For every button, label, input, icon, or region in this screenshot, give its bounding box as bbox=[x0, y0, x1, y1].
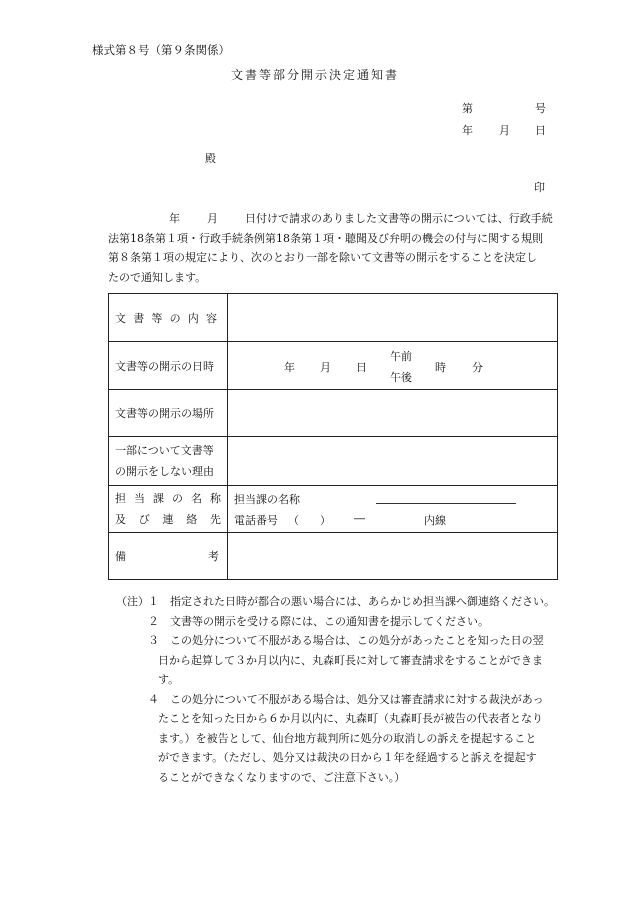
contact-label-line-2 bbox=[115, 509, 221, 530]
datetime-value[interactable] bbox=[228, 342, 558, 390]
note-text: 日から起算して３か月以内に、丸森町長に対して審査請求をすることができま bbox=[158, 653, 543, 667]
body-line-2: 法第18条第１項・行政手続条例第18条第１項・聴聞及び弁明の機会の付与に関する規則 bbox=[108, 231, 543, 245]
note-text: ることができなくなりますので、ご注意下さい。） bbox=[158, 770, 406, 784]
reason-value[interactable] bbox=[228, 437, 558, 486]
phone-paren-open: （ bbox=[288, 514, 299, 527]
contact-label-char: の bbox=[172, 492, 183, 505]
table-row-datetime bbox=[109, 342, 558, 390]
remarks-value[interactable] bbox=[228, 533, 558, 580]
reason-label bbox=[109, 437, 228, 486]
body-month: 月 bbox=[207, 212, 218, 225]
body-year: 年 bbox=[169, 212, 180, 225]
datetime-label: 文書等の開示の日時 bbox=[109, 342, 228, 390]
remarks-label bbox=[109, 533, 228, 580]
contact-value[interactable] bbox=[228, 486, 558, 533]
reason-label-line-1: 一部について文書等 bbox=[115, 444, 214, 457]
form-number: 様式第８号（第９条関係） bbox=[92, 43, 230, 57]
datetime-minute: 分 bbox=[472, 360, 483, 374]
table-row-content bbox=[109, 294, 558, 342]
contact-label-char: 当 bbox=[134, 492, 145, 505]
content-label-char: 書 bbox=[133, 311, 145, 325]
body-line-3: 第８条第１項の規定により、次のとおり一部を除いて文書等の開示をすることを決定し bbox=[108, 251, 537, 264]
remarks-label-char: 考 bbox=[208, 550, 219, 563]
date-month: 月 bbox=[499, 124, 510, 137]
contact-label-char: 先 bbox=[210, 513, 221, 526]
phone-extension-label: 内線 bbox=[424, 514, 446, 527]
body-line-1 bbox=[108, 209, 578, 229]
table-row-place bbox=[109, 390, 558, 437]
note-number: １ bbox=[148, 595, 159, 608]
body-paragraph bbox=[108, 209, 578, 287]
document-title: 文書等部分開示決定通知書 bbox=[230, 68, 399, 82]
content-label bbox=[109, 294, 228, 342]
body-line-4: たので通知します。 bbox=[108, 270, 207, 284]
table-row-contact bbox=[109, 486, 558, 533]
content-label-char: 等 bbox=[151, 311, 163, 325]
contact-label bbox=[109, 486, 228, 533]
contact-phone-label: 電話番号 bbox=[234, 514, 278, 527]
note-text: 文書等の開示を受ける際には、この通知書を提示してください。 bbox=[170, 614, 489, 628]
doc-number-prefix: 第 bbox=[462, 102, 473, 115]
place-label: 文書等の開示の場所 bbox=[109, 390, 228, 437]
contact-label-char: 及 bbox=[115, 513, 126, 526]
note-number: ４ bbox=[148, 692, 159, 706]
table-row-reason bbox=[109, 437, 558, 486]
contact-label-char: 称 bbox=[210, 492, 221, 505]
content-label-char: の bbox=[169, 311, 181, 325]
addressee-honorific: 殿 bbox=[205, 152, 216, 165]
phone-dash: ― bbox=[354, 512, 365, 525]
dept-name-underline bbox=[376, 503, 516, 504]
note-number: ２ bbox=[148, 614, 159, 628]
place-value[interactable] bbox=[228, 390, 558, 437]
notes-label: （注） bbox=[116, 595, 149, 608]
contact-label-char: 絡 bbox=[186, 513, 198, 526]
phone-paren-close: ） bbox=[320, 514, 331, 527]
date-day: 日 bbox=[535, 124, 546, 137]
reason-label-line-2: の開示をしない理由 bbox=[115, 465, 214, 478]
note-text: ます。）を被告として、仙台地方裁判所に処分の取消しの訴えを提起すること bbox=[158, 731, 537, 745]
note-text: 指定された日時が都合の悪い場合には、あらかじめ担当課へ御連絡ください。 bbox=[170, 595, 555, 608]
datetime-hour: 時 bbox=[435, 360, 446, 374]
content-value[interactable] bbox=[228, 294, 558, 342]
body-line-1-text: 日付けで請求のありました文書等の開示については、行政手続 bbox=[245, 212, 553, 225]
note-text: たことを知った日から６か月以内に、丸森町（丸森町長が被告の代表者となり bbox=[158, 712, 543, 725]
note-text: す。 bbox=[158, 673, 180, 686]
contact-label-line-1 bbox=[115, 488, 221, 509]
disclosure-table bbox=[108, 293, 558, 580]
contact-label-char: 連 bbox=[162, 513, 174, 526]
contact-dept-label: 担当課の名称 bbox=[234, 493, 300, 506]
note-text: ができます。（ただし、処分又は裁決の日から１年を経過すると訴えを提起す bbox=[158, 751, 537, 764]
contact-label-char: 担 bbox=[115, 492, 126, 505]
note-text: この処分について不服がある場合は、処分又は審査請求に対する裁決があっ bbox=[170, 692, 544, 706]
content-label-char: 文 bbox=[115, 311, 126, 325]
remarks-label-char: 備 bbox=[115, 550, 126, 563]
seal-mark: 印 bbox=[534, 181, 545, 194]
note-text: この処分について不服がある場合は、この処分があったことを知った日の翌 bbox=[170, 634, 544, 647]
contact-label-char: 課 bbox=[153, 492, 164, 505]
contact-label-char: 名 bbox=[191, 492, 202, 505]
contact-label-char: び bbox=[138, 513, 150, 526]
content-label-char: 内 bbox=[187, 311, 199, 325]
table-row-remarks bbox=[109, 533, 558, 580]
content-label-char: 容 bbox=[205, 311, 217, 325]
doc-number-suffix: 号 bbox=[535, 102, 546, 115]
datetime-year: 年 bbox=[284, 360, 295, 374]
datetime-month: 月 bbox=[320, 360, 331, 374]
date-year: 年 bbox=[462, 124, 473, 137]
datetime-pm: 午後 bbox=[390, 370, 412, 384]
note-number: ３ bbox=[148, 634, 159, 647]
datetime-day: 日 bbox=[356, 360, 367, 374]
datetime-am: 午前 bbox=[390, 349, 412, 363]
